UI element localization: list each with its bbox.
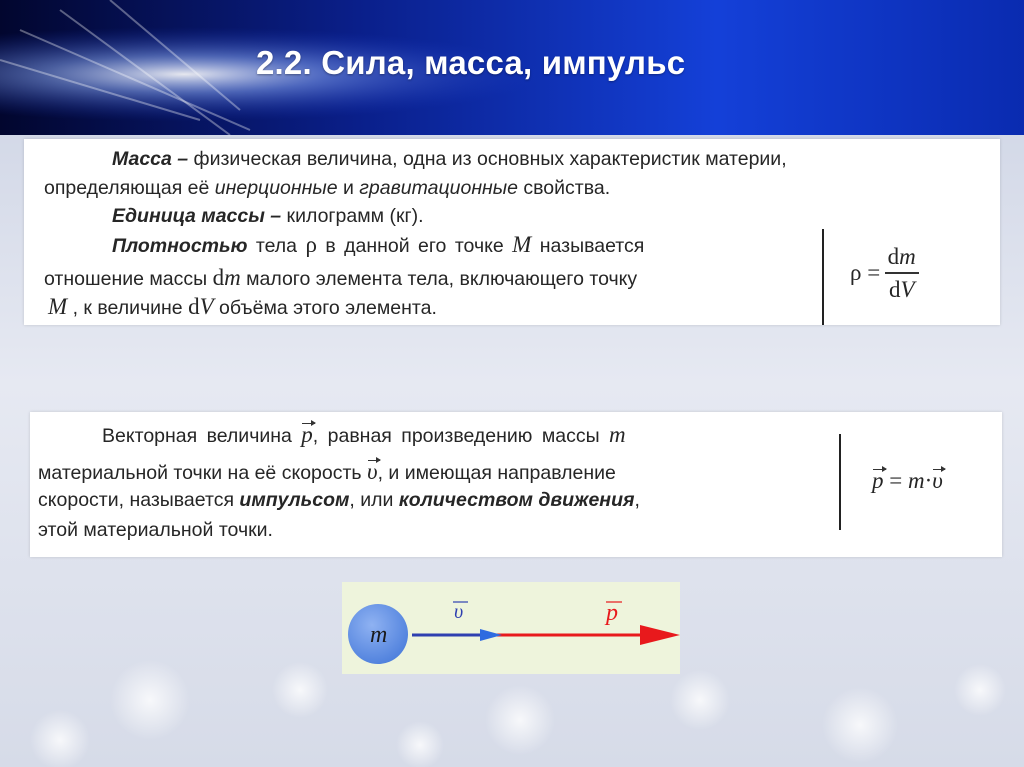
mass-line-4-b: в данной его точке [316, 235, 513, 257]
density-fraction [885, 243, 919, 303]
mass-line-4-c: называется [531, 235, 645, 257]
momentum-line-2-b: , и имеющая направление [377, 462, 616, 484]
den-d: d [888, 277, 901, 302]
density-denominator [885, 274, 919, 303]
mass-line-4 [112, 232, 644, 258]
mass-line-2-a: определяющая её [44, 177, 215, 199]
momentum-line-3-b: , или [349, 489, 399, 511]
mass-line-2 [44, 177, 610, 200]
mass-line-1 [112, 148, 787, 171]
momentum-line-1-b: , равная произведению массы [312, 425, 610, 447]
term-mass: Масса – [112, 148, 189, 170]
term-gravitational: гравитационные [359, 177, 518, 199]
momentum-line-2 [38, 459, 616, 485]
formula-m: m [907, 468, 925, 493]
mass-line-2-c: свойства. [517, 177, 611, 199]
symbol-m-mass: m [609, 422, 626, 447]
momentum-diagram [342, 582, 680, 674]
momentum-line-3-a: скорости, называется [38, 489, 240, 511]
momentum-line-4-a: этой материальной точки. [38, 519, 273, 541]
symbol-V: V [199, 294, 214, 319]
momentum-label: p [606, 600, 618, 626]
mass-line-6-a: , к величине [67, 297, 189, 319]
density-formula [850, 243, 919, 303]
momentum-line-2-a: материальной точки на её скорость [38, 462, 367, 484]
num-d: d [887, 244, 900, 269]
symbol-rho: ρ [305, 232, 317, 257]
momentum-line-3 [38, 489, 640, 512]
mass-line-4-a: тела [247, 235, 306, 257]
momentum-line-3-c: , [634, 489, 640, 511]
formula-v-vector: υ [932, 468, 943, 493]
symbol-p-vector: p [301, 422, 313, 447]
den-V: V [900, 277, 915, 302]
symbol-M: M [512, 232, 532, 257]
momentum-definition-box [30, 412, 1002, 557]
velocity-arrow-head [480, 629, 502, 641]
num-m: m [899, 244, 916, 269]
mass-line-5 [44, 265, 637, 291]
formula-divider [822, 229, 824, 325]
formula-dot: · [924, 468, 933, 493]
symbol-v-vector: υ [367, 459, 378, 484]
mass-line-3-text: килограмм (кг). [281, 205, 424, 227]
momentum-formula [872, 468, 943, 494]
mass-line-2-b: и [337, 177, 360, 199]
momentum-formula-divider [839, 434, 841, 530]
momentum-arrow-head [640, 625, 680, 645]
term-mass-unit: Единица массы – [112, 205, 282, 227]
term-quantity-of-motion: количеством движения [398, 489, 635, 511]
term-momentum: импульсом [239, 489, 350, 511]
momentum-line-1 [102, 422, 626, 448]
mass-line-5-b: малого элемента тела, включающего точку [240, 268, 638, 290]
momentum-diagram-svg [342, 582, 680, 674]
velocity-label: υ [454, 601, 464, 623]
mass-definition-box [24, 139, 1000, 325]
mass-line-6-b: объёма этого элемента. [213, 297, 437, 319]
mass-line-6 [48, 294, 437, 320]
term-inertial: инерционные [214, 177, 338, 199]
symbol-M-2: M [48, 294, 68, 319]
symbol-d-2: d [188, 294, 200, 319]
momentum-line-1-a: Векторная величина [102, 425, 302, 447]
mass-line-1-text: физическая величина, одна из основных характеристик материи, [188, 148, 787, 170]
formula-p-vector: p [872, 468, 884, 493]
term-density: Плотностью [112, 235, 248, 257]
mass-label: m [370, 622, 388, 648]
symbol-d: d [212, 265, 225, 290]
density-formula-lhs: ρ = [850, 260, 881, 285]
slide-title: 2.2. Сила, масса, импульс [256, 44, 686, 81]
mass-line-3 [112, 205, 424, 228]
mass-line-5-a: отношение массы [44, 268, 213, 290]
formula-equals: = [883, 468, 908, 493]
symbol-m: m [224, 265, 241, 290]
momentum-line-4 [38, 519, 273, 542]
density-numerator [885, 243, 919, 274]
